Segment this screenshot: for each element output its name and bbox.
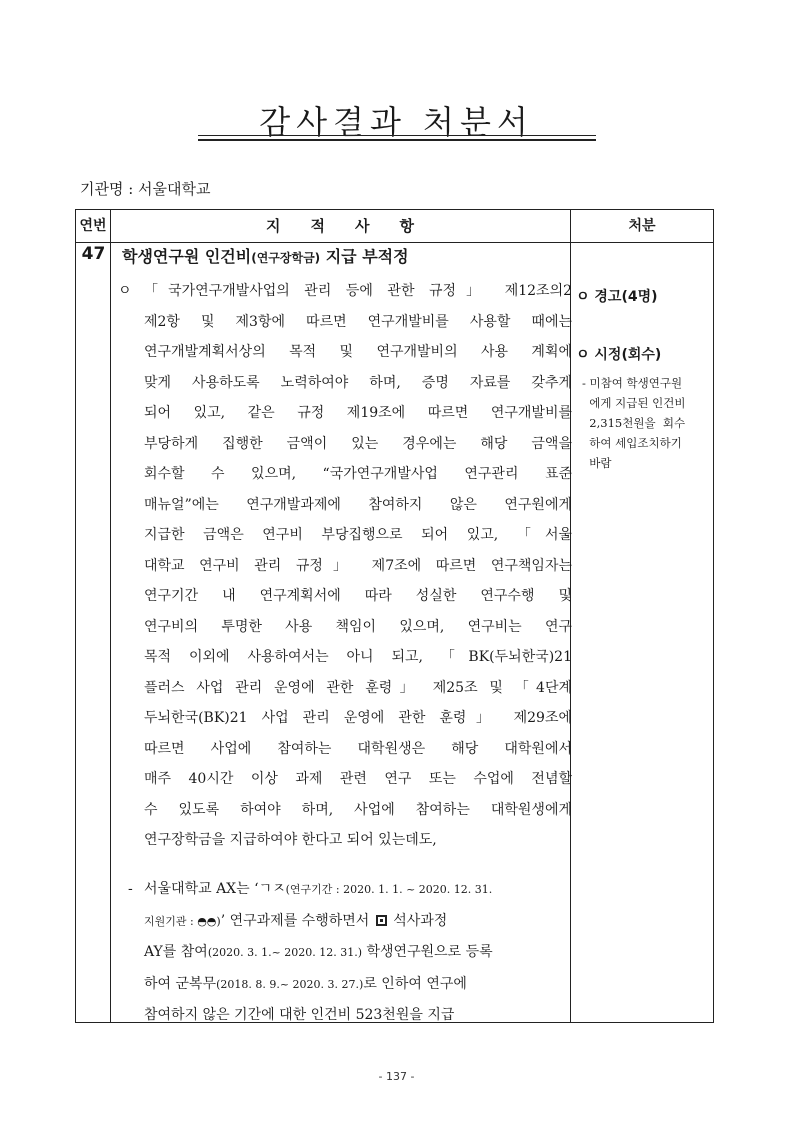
row-number: 47 — [81, 244, 106, 264]
paragraph-line: 연구비의 투명한 사용 책임이 있으며, 연구비는 연구 — [144, 618, 572, 635]
paragraph-line: 부당하게 집행한 금액이 있는 경우에는 해당 금액을 — [144, 435, 572, 452]
header-no: 연번 — [79, 218, 107, 234]
disposition-correction: ㅇ 시정(회수) — [576, 347, 662, 363]
header-items: 지 적 사 항 — [266, 217, 414, 235]
disposition-note-line: 2,315천원을 회수 — [582, 416, 686, 430]
detail-line — [144, 969, 572, 1001]
paragraph-line: 회수할 수 있으며, “국가연구개발사업 연구관리 표준 — [144, 466, 572, 482]
agency-line: 기관명 : 서울대학교 — [80, 180, 211, 198]
paragraph-line: 연구기간 내 연구계획서에 따라 성실한 연구수행 및 — [144, 588, 572, 604]
detail-line — [144, 874, 572, 906]
masked-square-icon — [376, 915, 387, 926]
disposition-note-line: 에게 지급된 인건비 — [582, 396, 686, 410]
header-divider — [76, 242, 713, 243]
detail-line — [144, 906, 572, 938]
paragraph-line: 연구개발계획서상의 목적 및 연구개발비의 사용 계획에 — [144, 344, 572, 360]
paragraph-line: 매뉴얼”에는 연구개발과제에 참여하지 않은 연구원에게 — [144, 496, 572, 513]
disposition-note-line: 바람 — [582, 456, 612, 470]
detail-text: 하여 군복무 — [144, 975, 217, 992]
paragraph-line: 두뇌한국(BK)21 사업 관리 운영에 관한 훈령」 제29조에 — [144, 710, 572, 726]
paragraph-line: 「국가연구개발사업의 관리 등에 관한 규정」 제12조의2 — [144, 283, 572, 299]
disposition-warning: ㅇ 경고(4명) — [576, 289, 658, 305]
paragraph-line: 따르면 사업에 참여하는 대학원생은 해당 대학원에서 — [144, 740, 572, 757]
column-divider — [110, 210, 111, 1022]
finding-title-sub: (연구장학금) — [251, 251, 321, 265]
findings-table — [75, 209, 714, 1023]
paragraph-line: 대학교 연구비 관리 규정」 제7조에 따르면 연구책임자는 — [144, 557, 572, 574]
paragraph-line: 맞게 사용하도록 노력하여야 하며, 증명 자료를 갖추게 — [144, 374, 572, 391]
detail-line: 참여하지 않은 기간에 대한 인건비 523천원을 지급 — [144, 1007, 455, 1023]
disposition-note-line: - 미참여 학생연구원 — [582, 376, 683, 390]
paragraph-line: 수 있도록 하여야 하며, 사업에 참여하는 대학원생에게 — [144, 801, 572, 818]
header-disposition: 처분 — [628, 218, 656, 234]
finding-detail — [144, 874, 572, 1031]
detail-text: ’ 연구과제를 수행하면서 — [220, 912, 370, 929]
paragraph-line: 제2항 및 제3항에 따르면 연구개발비를 사용할 때에는 — [144, 313, 572, 330]
paragraph-line: 되어 있고, 같은 규정 제19조에 따르면 연구개발비를 — [144, 405, 572, 421]
finding-paragraph — [144, 276, 572, 856]
title-underline-thick — [198, 139, 596, 141]
detail-text: 석사과정 — [393, 912, 448, 929]
disposition-note — [582, 373, 712, 473]
detail-small: (2020. 3. 1.~ 2020. 12. 31.) — [207, 946, 363, 959]
disposition-note-line: 하여 세입조치하기 — [582, 436, 682, 450]
detail-text: 서울대학교 AX는 ‘ㄱㅈ — [144, 881, 286, 897]
detail-small: (2018. 8. 9.~ 2020. 3. 27.) — [216, 977, 364, 991]
paragraph-line: 연구장학금을 지급하여야 한다고 되어 있는데도, — [144, 832, 437, 848]
paragraph-line: 플러스 사업 관리 운영에 관한 훈령」 제25조 및 「4단계 — [144, 679, 572, 696]
detail-text: 로 인하여 연구에 — [363, 975, 467, 992]
dash-marker: - — [128, 881, 133, 897]
detail-small: 지원기관 : ◓◓) — [144, 914, 221, 928]
detail-small: (연구기간 : 2020. 1. 1. ~ 2020. 12. 31. — [285, 883, 493, 896]
paragraph-line: 지급한 금액은 연구비 부당집행으로 되어 있고, 「서울 — [144, 527, 572, 543]
paragraph-line: 목적 이외에 사용하여서는 아니 되고, 「BK(두뇌한국)21 — [144, 649, 572, 665]
detail-text: AY를 참여 — [144, 944, 208, 960]
detail-text: 학생연구원으로 등록 — [362, 944, 493, 960]
document-title: 감사결과 처분서 — [259, 103, 534, 141]
title-underline — [198, 135, 596, 136]
finding-title-main: 학생연구원 인건비 — [122, 247, 252, 266]
paragraph-line: 매주 40시간 이상 과제 관련 연구 또는 수업에 전념할 — [144, 771, 572, 787]
detail-line — [144, 937, 572, 969]
bullet-marker: ㅇ — [118, 283, 132, 299]
finding-title-tail: 지급 부적정 — [320, 247, 409, 266]
finding-title — [122, 244, 409, 267]
page-number: - 137 - — [378, 1070, 415, 1083]
